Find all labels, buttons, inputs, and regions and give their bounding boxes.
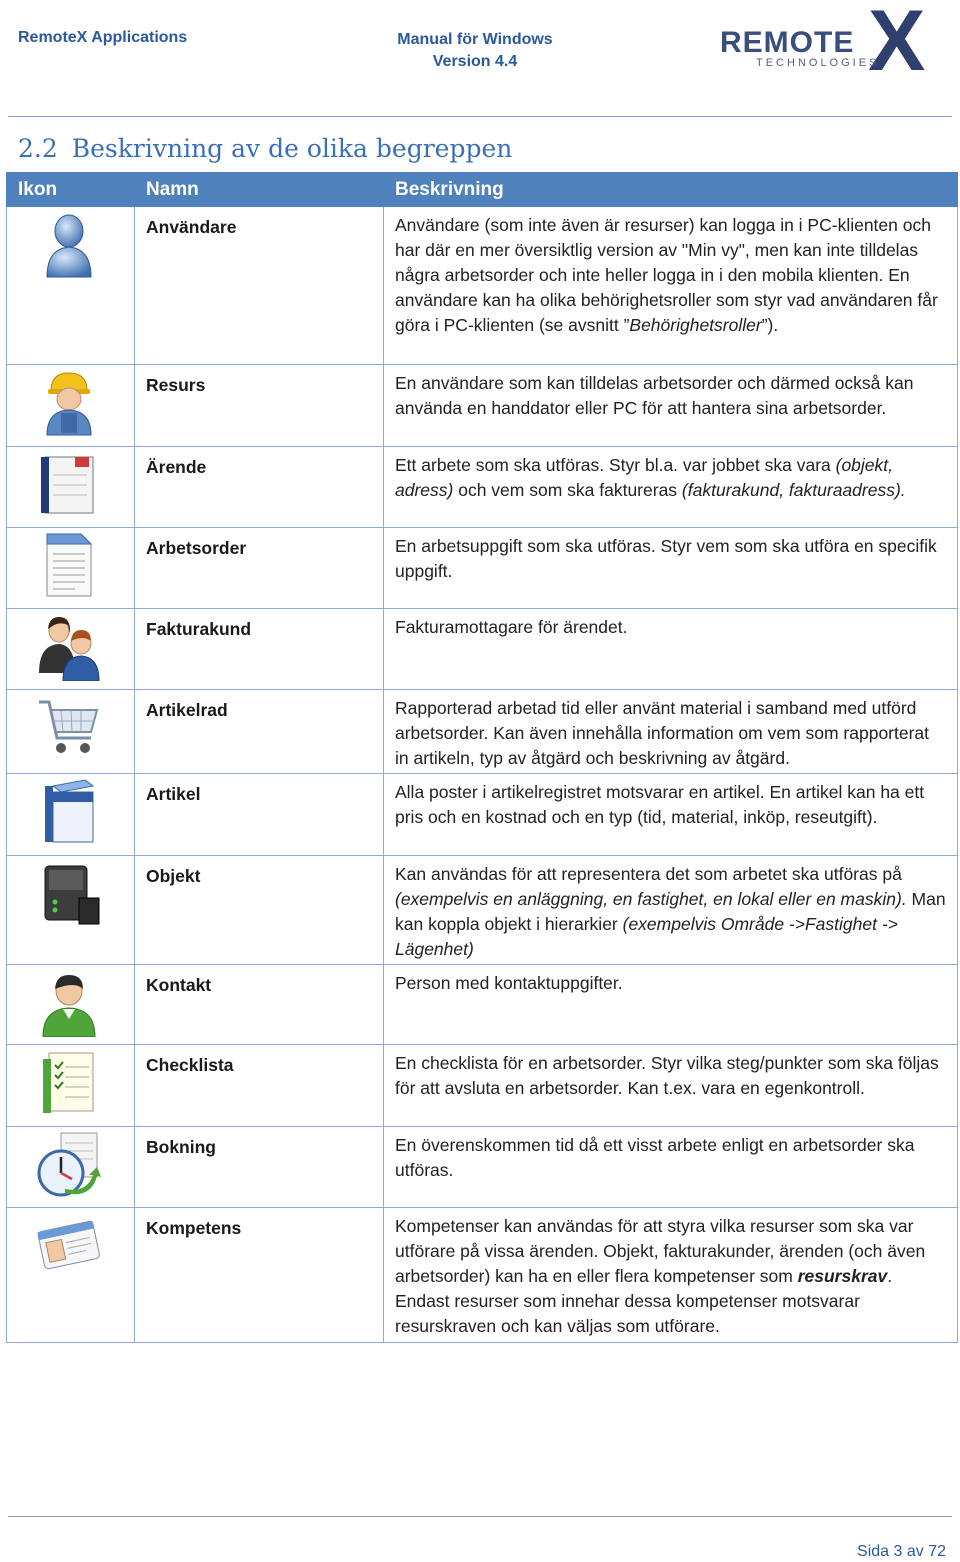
table-row — [7, 856, 958, 965]
description-segment: Man kan koppla objekt i hierarkier — [395, 889, 946, 934]
icon-cell — [7, 1127, 135, 1208]
term-description — [384, 447, 958, 528]
description-segment: Person med kontaktuppgifter. — [395, 973, 623, 993]
table-row — [7, 365, 958, 447]
header-app-name: RemoteX Applications — [18, 29, 188, 46]
section-title: Beskrivning av de olika begreppen — [71, 134, 513, 163]
table-row — [7, 609, 958, 690]
header-rule — [8, 116, 952, 117]
term-description — [384, 856, 958, 965]
description-segment: (exempelvis Område ->Fastighet -> Lägenhet) — [395, 914, 898, 959]
description-segment: resurskrav — [797, 1266, 888, 1286]
description-segment: Ett arbete som ska utföras. Styr bl.a. var jobbet ska vara — [395, 455, 836, 475]
term-description — [384, 528, 958, 609]
description-segment: Kan användas för att representera det som arbetet ska utföras på — [395, 864, 902, 884]
icon-cell — [7, 609, 135, 690]
table-row — [7, 1127, 958, 1208]
term-name: Artikel — [135, 774, 384, 856]
table-row — [7, 528, 958, 609]
icon-cell — [7, 856, 135, 965]
icon-cell — [7, 1045, 135, 1127]
term-description — [384, 365, 958, 447]
table-header-row — [7, 173, 958, 207]
table-row — [7, 774, 958, 856]
logo-x: X — [868, 2, 926, 88]
term-description — [384, 690, 958, 774]
icon-cell — [7, 528, 135, 609]
description-segment: En överenskommen tid då ett visst arbete enligt en arbetsorder ska utföras. — [395, 1135, 915, 1180]
icon-cell — [7, 365, 135, 447]
description-segment: (exempelvis en anläggning, en fastighet, en lokal eller en maskin). — [395, 889, 907, 909]
description-segment: (objekt, adress) — [395, 455, 894, 500]
description-segment: Behörighetsroller — [629, 315, 762, 335]
description-segment: . Endast resurser som innehar dessa kompetenser motsvarar resurskraven och kan väljas som utförare. — [395, 1266, 893, 1336]
icon-cell — [7, 690, 135, 774]
term-name: Objekt — [135, 856, 384, 965]
term-name: Arbetsorder — [135, 528, 384, 609]
icon-cell — [7, 774, 135, 856]
icon-cell — [7, 447, 135, 528]
competence-id-card-icon — [35, 1210, 103, 1280]
table-row — [7, 690, 958, 774]
term-name: Kompetens — [135, 1208, 384, 1343]
billing-customer-people-icon — [35, 611, 103, 681]
header-manual-line: Manual för Windows — [397, 31, 553, 48]
remotex-logo — [718, 2, 938, 88]
term-description — [384, 207, 958, 365]
page-number: Sida 3 av 72 — [857, 1543, 946, 1560]
contact-person-icon — [35, 967, 103, 1037]
icon-cell — [7, 965, 135, 1045]
term-description — [384, 1127, 958, 1208]
term-name: Checklista — [135, 1045, 384, 1127]
column-header-icon: Ikon — [7, 173, 135, 207]
term-name: Kontakt — [135, 965, 384, 1045]
term-description — [384, 965, 958, 1045]
table-row — [7, 207, 958, 365]
term-name: Fakturakund — [135, 609, 384, 690]
term-name: Artikelrad — [135, 690, 384, 774]
icon-cell — [7, 207, 135, 365]
description-segment: och vem som ska faktureras — [453, 480, 682, 500]
table-row — [7, 1045, 958, 1127]
description-segment: En arbetsuppgift som ska utföras. Styr vem som ska utföra en specifik uppgift. — [395, 536, 937, 581]
description-segment: Användare (som inte även är resurser) kan logga in i PC-klienten och har där en mer översiktlig version av "Min vy", men kan inte tilldelas några arbetsorder och inte heller logga in i den mobila klienten. En användare kan ha olika behörighetsroller som styr vad användaren får göra i PC-klienten (se avsnitt ” — [395, 215, 938, 335]
section-number: 2.2 — [18, 134, 58, 163]
description-segment: (fakturakund, fakturaadress). — [681, 480, 906, 500]
logo-subtitle: TECHNOLOGIES — [756, 57, 880, 69]
header-version: Version 4.4 — [432, 53, 518, 70]
definitions-table — [6, 172, 958, 1343]
column-header-description: Beskrivning — [384, 173, 958, 207]
shopping-cart-icon — [35, 692, 103, 762]
description-segment: En checklista för en arbetsorder. Styr vilka steg/punkter som ska följas för att avsluta en arbetsorder. Kan t.ex. vara en egenkontroll. — [395, 1053, 939, 1098]
footer-rule — [8, 1516, 952, 1517]
table-row — [7, 965, 958, 1045]
table-row — [7, 447, 958, 528]
description-segment: Fakturamottagare för ärendet. — [395, 617, 628, 637]
description-segment: ”). — [761, 315, 779, 335]
term-description — [384, 609, 958, 690]
logo-wordmark: REMOTE — [720, 26, 855, 59]
term-description — [384, 1208, 958, 1343]
term-name: Resurs — [135, 365, 384, 447]
description-segment: En användare som kan tilldelas arbetsorder och därmed också kan använda en handdator eller PC för att hantera sina arbetsorder. — [395, 373, 914, 418]
work-order-document-icon — [35, 530, 103, 600]
header-manual-title — [370, 29, 580, 73]
description-segment: Kompetenser kan användas för att styra vilka resurser som ska var utförare på vissa ärenden. Objekt, fakturakunder, ärenden (och även arbetsorder) kan ha en eller flera kompetenser som — [395, 1216, 926, 1286]
user-icon — [35, 209, 103, 279]
resource-worker-icon — [35, 367, 103, 437]
case-binder-icon — [35, 449, 103, 519]
booking-clock-icon — [35, 1129, 103, 1199]
term-name: Bokning — [135, 1127, 384, 1208]
term-description — [384, 1045, 958, 1127]
article-box-icon — [35, 776, 103, 846]
term-name: Ärende — [135, 447, 384, 528]
object-device-icon — [35, 858, 103, 928]
table-row — [7, 1208, 958, 1343]
section-heading — [18, 134, 512, 163]
checklist-notepad-icon — [35, 1047, 103, 1117]
description-segment: Rapporterad arbetad tid eller använt material i samband med utförd arbetsorder. Kan även innehålla information om vem som rapporterat in artikeln, typ av åtgärd och beskrivning av åtgärd. — [395, 698, 930, 768]
icon-cell — [7, 1208, 135, 1343]
description-segment: Alla poster i artikelregistret motsvarar en artikel. En artikel kan ha ett pris och en kostnad och en typ (tid, material, inköp, reseutgift). — [395, 782, 925, 827]
term-description — [384, 774, 958, 856]
term-name: Användare — [135, 207, 384, 365]
column-header-name: Namn — [135, 173, 384, 207]
